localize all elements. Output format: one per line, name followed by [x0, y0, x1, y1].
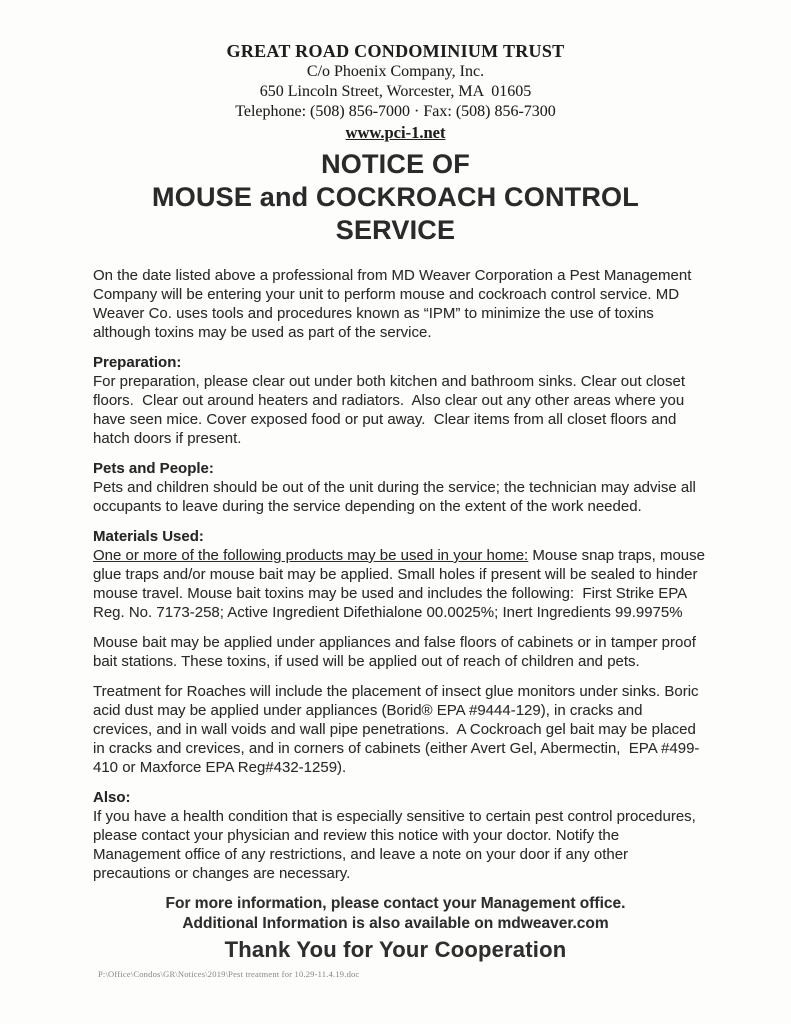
also-heading: Also:	[93, 789, 131, 806]
notice-title-line-3: SERVICE	[335, 215, 456, 245]
footer-thanks-line: Thank You for Your Cooperation	[224, 937, 567, 962]
letterhead	[0, 40, 791, 145]
roach-treatment-paragraph: Treatment for Roaches will include the placement of insect glue monitors under sinks. Boric acid dust may be applied under appliances (Borid® EPA #9444-129), in cracks and crevices, and in wall voids and wall pipe penetrations. A Cockroach gel bait may be placed in cracks and crevices, and in corners of cabinets (either Avert Gel, Abermectin, EPA #499-410 or Maxforce EPA Reg#432-1259).	[93, 683, 703, 776]
notice-footer	[0, 894, 791, 963]
phone-fax-line: Telephone: (508) 856-7000 · Fax: (508) 856-7300	[235, 103, 556, 120]
section-also	[93, 788, 705, 883]
pets-heading: Pets and People:	[93, 460, 214, 477]
section-preparation	[93, 353, 705, 448]
section-pets-and-people	[93, 459, 705, 516]
preparation-text: For preparation, please clear out under both kitchen and bathroom sinks. Clear out closet floors. Clear out around heaters and radiators. Also clear out any other areas where you have seen mice. Cover exposed food or put away. Clear items from all closet floors and hatch doors if present.	[93, 373, 690, 447]
pets-text: Pets and children should be out of the unit during the service; the technician may advise all occupants to leave during the service depending on the extent of the work needed.	[93, 479, 701, 515]
website-url: www.pci-1.net	[345, 123, 446, 142]
materials-underlined-lead: One or more of the following products may be used in your home:	[93, 547, 529, 564]
materials-text: Mouse snap traps, mouse glue traps and/or mouse bait may be applied. Small holes if present will be sealed to hinder mouse travel. Mouse bait toxins may be used and includes the following: First Strike EPA Reg. No. 7173-258; Active Ingredient Difethialone 00.0025%; Inert Ingredients 99.9975%	[93, 547, 710, 621]
intro-paragraph: On the date listed above a professional from MD Weaver Corporation a Pest Management Company will be entering your unit to perform mouse and cockroach control service. MD Weaver Co. uses tools and procedures known as “IPM” to minimize the use of toxins although toxins may be used as part of the service.	[93, 267, 696, 341]
care-of-line: C/o Phoenix Company, Inc.	[306, 63, 485, 80]
notice-body	[93, 266, 710, 883]
notice-title-line-1: NOTICE OF	[321, 149, 470, 179]
file-path: P:\Office\Condos\GR\Notices\2019\Pest treatment for 10.29-11.4.19.doc	[98, 969, 360, 979]
notice-title-line-2: MOUSE and COCKROACH CONTROL	[152, 182, 639, 212]
organization-name: GREAT ROAD CONDOMINIUM TRUST	[226, 41, 565, 61]
footer-contact-line: For more information, please contact your Management office.	[165, 895, 626, 912]
preparation-heading: Preparation:	[93, 354, 182, 371]
footer-info-line: Additional Information is also available on mdweaver.com	[182, 915, 609, 932]
mouse-bait-paragraph: Mouse bait may be applied under appliances and false floors of cabinets or in tamper proof bait stations. These toxins, if used will be applied out of reach of children and pets.	[93, 634, 701, 670]
website-line	[0, 122, 791, 145]
address-line: 650 Lincoln Street, Worcester, MA 01605	[259, 83, 532, 100]
also-text: If you have a health condition that is especially sensitive to certain pest control procedures, please contact your physician and review this notice with your doctor. Notify the Management office of any restrictions, and leave a note on your door if any other precautions or changes are necessary.	[93, 808, 701, 882]
section-materials-used	[93, 527, 710, 622]
notice-title	[0, 148, 791, 247]
materials-heading: Materials Used:	[93, 528, 204, 545]
materials-paragraph	[93, 546, 710, 622]
